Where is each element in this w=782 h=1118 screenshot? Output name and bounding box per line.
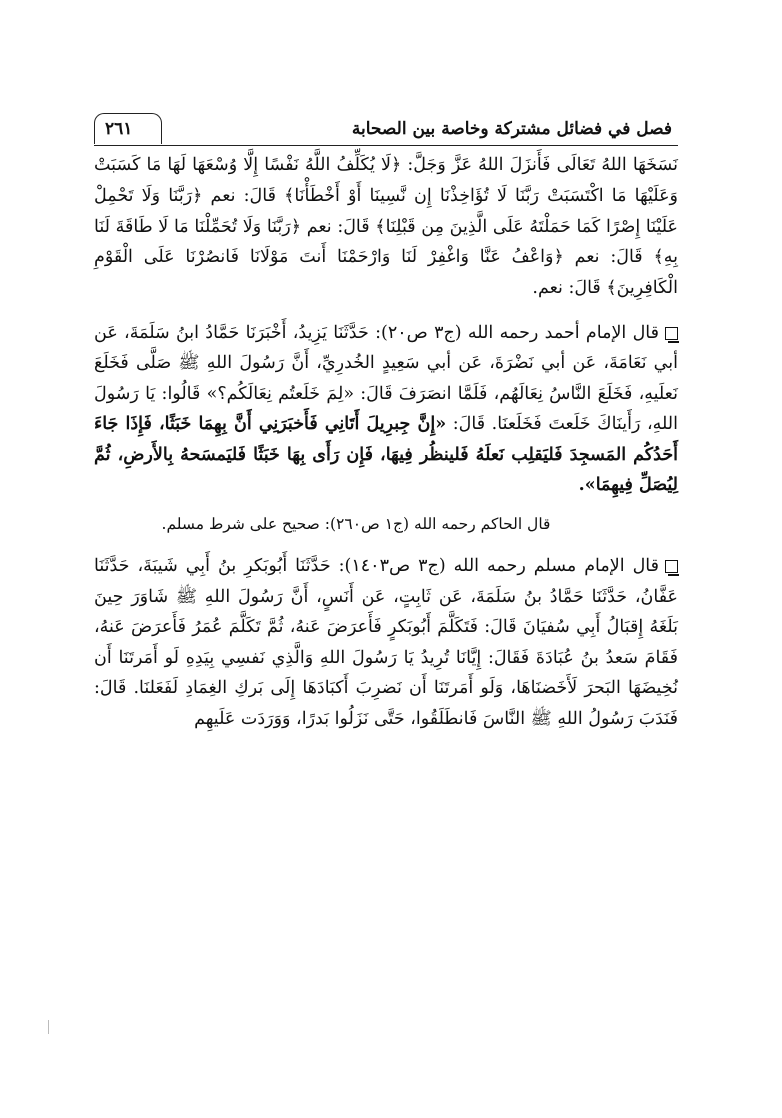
paragraph-hadith-ahmad: [94, 318, 678, 501]
hakim-note: قال الحاكم رحمه الله (ج١ ص٢٦٠): صحيح على شرط مسلم.: [161, 514, 551, 533]
page-number-box: [94, 113, 162, 144]
body-text: [94, 150, 678, 734]
page-number: ٢٦١: [105, 119, 133, 139]
paragraph-quran-verse: نَسَخَهَا اللهُ تَعَالَى فَأَنزَلَ اللهُ عَزَّ وَجَلَّ: ﴿لَا يُكَلِّفُ اللَّهُ نَفْسًا إِلَّا وُسْعَهَا لَهَا مَا كَسَبَتْ وَعَلَيْهَا مَا اكْتَسَبَتْ رَبَّنَا لَا تُؤَاخِذْنَا إِن نَّسِينَا أَوْ أَخْطَأْنَا﴾ قَالَ: نعم ﴿رَبَّنَا وَلَا تَحْمِلْ عَلَيْنَا إِصْرًا كَمَا حَمَلْتَهُ عَلَى الَّذِينَ مِن قَبْلِنَا﴾ قَالَ: نعم ﴿رَبَّنَا وَلَا تُحَمِّلْنَا مَا لَا طَاقَةَ لَنَا بِهِ﴾ قَالَ: نعم ﴿وَاعْفُ عَنَّا وَاغْفِرْ لَنَا وَارْحَمْنَا أَنتَ مَوْلَانَا فَانصُرْنَا عَلَى الْقَوْمِ الْكَافِرِينَ﴾ قَالَ: نعم.: [94, 155, 678, 299]
chapter-title: فصل في فضائل مشتركة وخاصة بين الصحابة: [351, 119, 672, 139]
hadith-ahmad-quote: «إِنَّ جِبرِيلَ أَتَانِي فَأَخبَرَنِي أَنَّ بِهِمَا خَبَثًا، فَإِذَا جَاءَ أَحَدُكُم المَسجِدَ فَليَقلِب نَعلَهُ فَلينظُر فِيهَا، فَإِن رَأَى بِهَا خَبَثًا فَليَمسَحهُ بِالأَرضِ، ثُمَّ لِيُصَلِّ فِيهِمَا».: [94, 414, 678, 496]
section-marker-icon: [665, 560, 678, 573]
paragraph-hadith-muslim: [94, 551, 678, 734]
section-marker-icon: [665, 327, 678, 340]
hadith-muslim-text: قال الإمام مسلم رحمه الله (ج٣ ص١٤٠٣): حَدَّثَنَا أَبُوبَكرِ بنُ أَبِي شَيبَةَ، حَدَّثَنَا عَفَّانُ، حَدَّثَنَا حَمَّادُ بنُ سَلَمَةَ، عَن ثَابِتٍ، عَن أَنَسٍ، أَنَّ رَسُولَ اللهِ ﷺ شَاوَرَ حِينَ بَلَغَهُ إِقبَالُ أَبِي سُفيَانَ قَالَ: فَتَكَلَّمَ أَبُوبَكرٍ فَأَعرَضَ عَنهُ، ثُمَّ تَكَلَّمَ عُمَرُ فَأَعرَضَ عَنهُ، فَقَامَ سَعدُ بنُ عُبَادَةَ فَقَالَ: إِيَّانَا تُرِيدُ يَا رَسُولَ اللهِ وَالَّذِي نَفسِي بِيَدِهِ لَو أَمَرتَنَا أَن نُخِيضَهَا البَحرَ لَأَخَضنَاهَا، وَلَو أَمَرتَنَا أَن نَضرِبَ أَكبَادَهَا إِلَى بَركِ الغِمَادِ لَفَعَلنَا. قَالَ: فَنَدَبَ رَسُولُ اللهِ ﷺ النَّاسَ فَانطَلَقُوا، حَتَّى نَزَلُوا بَدرًا، وَوَرَدَت عَلَيهِم: [94, 556, 678, 729]
hadith-ahmad-text: قال الإمام أحمد رحمه الله (ج٣ ص٢٠): حَدَّثَنَا يَزِيدُ، أَخْبَرَنَا حَمَّادُ ابنُ سَلَمَةَ، عَن أبي نَعَامَةَ، عَن أبي نَضْرَةَ، عَن أبي سَعِيدٍ الخُدرِيِّ، أَنَّ رَسُولَ اللهِ ﷺ صَلَّى فَخَلَعَ نَعلَيهِ، فَخَلَعَ النَّاسُ نِعَالَهُم، فَلَمَّا انصَرَفَ قَالَ: «لِمَ خَلَعتُم نِعَالَكُم؟» قَالُوا: يَا رَسُولَ اللهِ، رَأَينَاكَ خَلَعتَ فَخَلَعنَا. قَالَ:: [94, 322, 679, 435]
running-header: [94, 113, 678, 146]
scan-mark: [48, 1020, 49, 1034]
